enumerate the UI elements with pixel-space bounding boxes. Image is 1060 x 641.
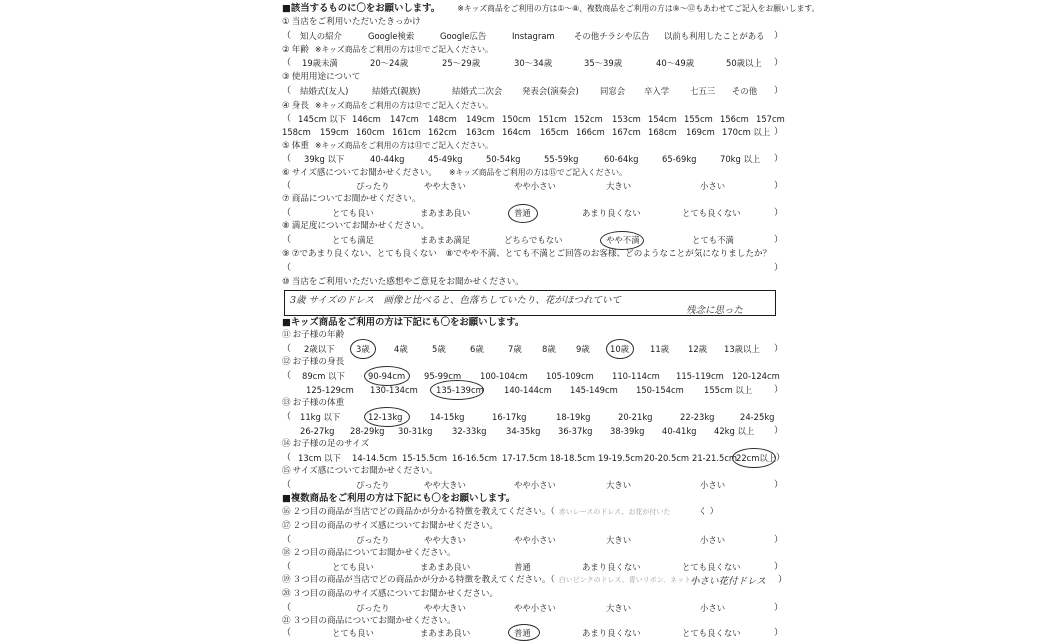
q7-label: ⑦ 商品についてお聞かせください。 xyxy=(282,194,421,204)
q12-option[interactable]: 155cm 以上 xyxy=(704,385,753,395)
q8-option[interactable]: まあまあ満足 xyxy=(420,235,471,245)
q4-option[interactable]: 163cm xyxy=(466,127,495,137)
paren-open: （ xyxy=(282,208,292,218)
section-header-main xyxy=(282,3,819,14)
q21-option[interactable]: とても良い xyxy=(332,628,374,638)
paren-open: （ xyxy=(282,181,292,191)
q6-label: ⑥ サイズ感についてお聞かせください。 ※キッズ商品をご利用の方は⑮でご記入ください。 xyxy=(282,168,627,178)
q21-option[interactable]: とても良くない xyxy=(682,628,741,638)
q13-option[interactable]: 12-13kg xyxy=(368,412,403,422)
q6-option[interactable]: やや大きい xyxy=(424,181,466,191)
paren-close: ） xyxy=(774,154,784,164)
q5-option[interactable]: 65-69kg xyxy=(662,154,697,164)
q14-option[interactable]: 22cm以上 xyxy=(736,453,777,463)
q3-option[interactable]: その他 xyxy=(732,86,758,96)
paren-open: （ xyxy=(282,562,292,572)
hand-circle-mark xyxy=(350,339,376,359)
q11-option[interactable]: 4歳 xyxy=(394,344,408,354)
q20-option[interactable]: ぴったり xyxy=(356,603,390,613)
q2-option[interactable]: 20〜24歳 xyxy=(370,58,409,68)
hand-circle-mark xyxy=(606,339,634,359)
q13-option[interactable]: 30-31kg xyxy=(398,426,433,436)
q4-label: ④ 身長 ※キッズ商品をご利用の方は⑫でご記入ください。 xyxy=(282,101,493,111)
q4-option[interactable]: 158cm xyxy=(282,127,311,137)
paren-close: ） xyxy=(774,562,784,572)
q14-option[interactable]: 17-17.5cm xyxy=(502,453,548,463)
q18-option[interactable]: 普通 xyxy=(514,562,531,572)
paren-open: （ xyxy=(282,453,292,463)
q15-option[interactable]: やや大きい xyxy=(424,480,466,490)
q21-option[interactable]: あまり良くない xyxy=(582,628,641,638)
paren-open: （ xyxy=(282,114,292,124)
section-header-multi: ■複数商品をご利用の方は下記にも〇をお願いします。 xyxy=(282,493,516,504)
q12-option[interactable]: 105-109cm xyxy=(546,371,594,381)
q14-option[interactable]: 20-20.5cm xyxy=(644,453,690,463)
q4-option[interactable]: 150cm xyxy=(502,114,531,124)
q13-option[interactable]: 34-35kg xyxy=(506,426,541,436)
paren-open: （ xyxy=(282,344,292,354)
q3-label: ③ 使用用途について xyxy=(282,72,361,82)
paren-open: （ xyxy=(282,154,292,164)
q10-label: ⑩ 当店をご利用いただいた感想やご意見をお聞かせください。 xyxy=(282,277,524,287)
hand-circle-mark xyxy=(364,366,410,386)
q4-option[interactable]: 167cm xyxy=(612,127,641,137)
hand-circle-mark xyxy=(508,204,538,223)
q14-option[interactable]: 14-14.5cm xyxy=(352,453,398,463)
hand-circle-mark xyxy=(430,380,484,400)
q17-option[interactable]: 小さい xyxy=(700,535,726,545)
q4-option[interactable]: 161cm xyxy=(392,127,421,137)
q1-option[interactable]: 以前も利用したことがある xyxy=(664,31,765,41)
paren-close: ） xyxy=(774,385,784,395)
q9-label: ⑨ ⑦であまり良くない、とても良くない ⑧でやや不満、とても不満とご回答のお客様、どのようなことが気になりましたか？ xyxy=(282,249,772,259)
q14-label: ⑭ お子様の足のサイズ xyxy=(282,439,370,449)
paren-open: （ xyxy=(282,86,292,96)
q15-option[interactable]: ぴったり xyxy=(356,480,390,490)
q11-option[interactable]: 13歳以上 xyxy=(724,344,760,354)
q8-option[interactable]: どちらでもない xyxy=(504,235,563,245)
q4-option[interactable]: 148cm xyxy=(428,114,457,124)
q12-option[interactable]: 110-114cm xyxy=(612,371,660,381)
q4-option[interactable]: 168cm xyxy=(648,127,677,137)
q3-option[interactable]: 結婚式(友人) xyxy=(300,86,349,96)
q6-option[interactable]: ぴったり xyxy=(356,181,390,191)
paren-close: ） xyxy=(774,344,784,354)
q2-label: ② 年齢 ※キッズ商品をご利用の方は⑪でご記入ください。 xyxy=(282,45,493,55)
q7-option[interactable]: 普通 xyxy=(514,208,531,218)
q11-option[interactable]: 10歳 xyxy=(610,344,630,354)
q11-option[interactable]: 5歳 xyxy=(432,344,446,354)
q21-option[interactable]: 普通 xyxy=(514,628,531,638)
q7-option[interactable]: まあまあ良い xyxy=(420,208,471,218)
q5-option[interactable]: 55-59kg xyxy=(544,154,579,164)
q13-option[interactable]: 11kg 以下 xyxy=(300,412,341,422)
q8-option[interactable]: やや不満 xyxy=(606,235,640,245)
q2-option[interactable]: 40〜49歳 xyxy=(656,58,695,68)
q12-option[interactable]: 150-154cm xyxy=(636,385,684,395)
q18-option[interactable]: とても良い xyxy=(332,562,374,572)
q17-option[interactable]: ぴったり xyxy=(356,535,390,545)
q12-option[interactable]: 145-149cm xyxy=(570,385,618,395)
q13-option[interactable]: 22-23kg xyxy=(680,412,715,422)
q6-option[interactable]: やや小さい xyxy=(514,181,556,191)
paren-open: （ xyxy=(282,235,292,245)
paren-close: ） xyxy=(774,235,784,245)
q13-option[interactable]: 18-19kg xyxy=(556,412,591,422)
q15-option[interactable]: やや小さい xyxy=(514,480,556,490)
q4-option[interactable]: 170cm 以上 xyxy=(722,127,771,137)
q8-option[interactable]: とても満足 xyxy=(332,235,374,245)
q20-option[interactable]: やや小さい xyxy=(514,603,556,613)
q5-option[interactable]: 70kg 以上 xyxy=(720,154,761,164)
paren-open: （ xyxy=(282,263,292,273)
q4-option[interactable]: 159cm xyxy=(320,127,349,137)
q1-option[interactable]: Instagram xyxy=(512,31,555,41)
q2-option[interactable]: 25〜29歳 xyxy=(442,58,481,68)
q4-option[interactable]: 164cm xyxy=(502,127,531,137)
q13-option[interactable]: 36-37kg xyxy=(558,426,593,436)
q2-option[interactable]: 19歳未満 xyxy=(302,58,338,68)
q17-option[interactable]: やや小さい xyxy=(514,535,556,545)
paren-close: ） xyxy=(774,480,784,490)
paren-open: （ xyxy=(282,31,292,41)
header-title: ■該当するものに〇をお願いします。 xyxy=(282,3,441,14)
q12-option[interactable]: 130-134cm xyxy=(370,385,418,395)
q11-option[interactable]: 3歳 xyxy=(356,344,370,354)
q14-option[interactable]: 13cm 以下 xyxy=(298,453,341,463)
q2-option[interactable]: 50歳以上 xyxy=(726,58,762,68)
q4-option[interactable]: 149cm xyxy=(466,114,495,124)
q4-option[interactable]: 146cm xyxy=(352,114,381,124)
q11-option[interactable]: 12歳 xyxy=(688,344,708,354)
q12-option[interactable]: 120-124cm xyxy=(732,371,780,381)
paren-open: （ xyxy=(282,480,292,490)
paren-close: ） xyxy=(774,181,784,191)
q11-option[interactable]: 2歳以下 xyxy=(304,344,335,354)
q18-option[interactable]: まあまあ良い xyxy=(420,562,471,572)
q15-option[interactable]: 小さい xyxy=(700,480,726,490)
q4-option[interactable]: 166cm xyxy=(576,127,605,137)
q5-option[interactable]: 45-49kg xyxy=(428,154,463,164)
handwritten-comment: 3歳 サイズのドレス 画像と比べると、色落ちしていたり、花がほつれていて xyxy=(290,295,622,306)
header-note: ※キッズ商品をご利用の方は①〜⑧、複数商品をご利用の方は⑨〜⑫もあわせてご記入をお願いします。 xyxy=(457,4,820,13)
q11-option[interactable]: 11歳 xyxy=(650,344,670,354)
q13-option[interactable]: 32-33kg xyxy=(452,426,487,436)
q4-option[interactable]: 157cm xyxy=(756,114,785,124)
q1-label: ① 当店をご利用いただいたきっかけ xyxy=(282,17,421,27)
q4-option[interactable]: 153cm xyxy=(612,114,641,124)
handwritten-comment-cont: 残念に思った xyxy=(686,305,744,316)
q7-option[interactable]: とても良くない xyxy=(682,208,741,218)
q8-label: ⑧ 満足度についてお聞かせください。 xyxy=(282,221,430,231)
paren-close: ） xyxy=(774,208,784,218)
paren-close: ） xyxy=(778,575,788,585)
q13-option[interactable]: 38-39kg xyxy=(610,426,645,436)
q12-option[interactable]: 135-139cm xyxy=(436,385,484,395)
q4-option[interactable]: 147cm xyxy=(390,114,419,124)
paren-open: （ xyxy=(282,628,292,638)
q7-option[interactable]: あまり良くない xyxy=(582,208,641,218)
q3-option[interactable]: 同窓会 xyxy=(600,86,626,96)
q2-option[interactable]: 30〜34歳 xyxy=(514,58,553,68)
q14-option[interactable]: 18-18.5cm xyxy=(550,453,596,463)
paren-close: ） xyxy=(774,603,784,613)
q6-option[interactable]: 大きい xyxy=(606,181,632,191)
q12-option[interactable]: 140-144cm xyxy=(504,385,552,395)
hand-circle-mark xyxy=(508,624,540,641)
q15-option[interactable]: 大きい xyxy=(606,480,632,490)
q12-option[interactable]: 125-129cm xyxy=(306,385,354,395)
q5-option[interactable]: 60-64kg xyxy=(604,154,639,164)
q11-option[interactable]: 7歳 xyxy=(508,344,522,354)
q4-option[interactable]: 145cm 以下 xyxy=(298,114,347,124)
q7-option[interactable]: とても良い xyxy=(332,208,374,218)
q20-label: ⑳ ３つ目の商品のサイズ感についてお聞かせください。 xyxy=(282,589,499,599)
faint-pencil-text: 赤いレースのドレス、お花が付いた xyxy=(558,508,671,516)
q5-label: ⑤ 体重 ※キッズ商品をご利用の方は⑬でご記入ください。 xyxy=(282,141,493,151)
q12-label: ⑫ お子様の身長 xyxy=(282,357,345,367)
q5-option[interactable]: 50-54kg xyxy=(486,154,521,164)
q17-option[interactable]: 大きい xyxy=(606,535,632,545)
q4-option[interactable]: 152cm xyxy=(574,114,603,124)
q1-option[interactable]: 知人の紹介 xyxy=(300,31,342,41)
q18-label: ⑱ ２つ目の商品についてお聞かせください。 xyxy=(282,548,456,558)
q19-label: ⑲ ３つ目の商品が当店でどの商品かが分かる特徴を教えてください。（ 白いピンクのドレス、青いリボン、ネットの xyxy=(282,575,699,585)
paren-open: （ xyxy=(282,603,292,613)
q12-option[interactable]: 115-119cm xyxy=(676,371,724,381)
q3-option[interactable]: 発表会(演奏会) xyxy=(522,86,579,96)
q3-option[interactable]: 卒入学 xyxy=(644,86,670,96)
q13-option[interactable]: 28-29kg xyxy=(350,426,385,436)
q8-option[interactable]: とても不満 xyxy=(692,235,734,245)
q13-option[interactable]: 20-21kg xyxy=(618,412,653,422)
q21-label: ㉑ ３つ目の商品についてお聞かせください。 xyxy=(282,616,456,626)
hand-circle-mark xyxy=(600,231,644,250)
q2-option[interactable]: 35〜39歳 xyxy=(584,58,623,68)
q17-option[interactable]: やや大きい xyxy=(424,535,466,545)
q13-option[interactable]: 14-15kg xyxy=(430,412,465,422)
q13-label: ⑬ お子様の体重 xyxy=(282,398,345,408)
q21-option[interactable]: まあまあ良い xyxy=(420,628,471,638)
q4-option[interactable]: 155cm xyxy=(684,114,713,124)
q12-option[interactable]: 89cm 以下 xyxy=(302,371,345,381)
paren-open: （ xyxy=(282,535,292,545)
paren-close: ） xyxy=(774,426,784,436)
q4-option[interactable]: 156cm xyxy=(720,114,749,124)
q13-option[interactable]: 40-41kg xyxy=(662,426,697,436)
q4-option[interactable]: 162cm xyxy=(428,127,457,137)
q6-option[interactable]: 小さい xyxy=(700,181,726,191)
q12-option[interactable]: 90-94cm xyxy=(368,371,406,381)
q1-option[interactable]: その他チラシや広告 xyxy=(574,31,650,41)
q11-option[interactable]: 9歳 xyxy=(576,344,590,354)
faint-pencil-text: 白いピンクのドレス、青いリボン、ネットの xyxy=(558,576,699,584)
paren-open: （ xyxy=(282,58,292,68)
q1-option[interactable]: Google検索 xyxy=(368,31,415,41)
q13-option[interactable]: 16-17kg xyxy=(492,412,527,422)
paren-close: ） xyxy=(774,535,784,545)
q11-label: ⑪ お子様の年齢 xyxy=(282,330,345,340)
q3-option[interactable]: 結婚式(親族) xyxy=(372,86,421,96)
paren-close: ） xyxy=(774,58,784,68)
q17-label: ⑰ ２つ目の商品のサイズ感についてお聞かせください。 xyxy=(282,521,499,531)
q18-option[interactable]: とても良くない xyxy=(682,562,741,572)
paren-open: （ xyxy=(282,371,292,381)
paren-close: ） xyxy=(776,453,786,463)
q4-option[interactable]: 169cm xyxy=(686,127,715,137)
q14-option[interactable]: 16-16.5cm xyxy=(452,453,498,463)
q20-option[interactable]: 小さい xyxy=(700,603,726,613)
paren-close: ） xyxy=(774,86,784,96)
paren-close: ） xyxy=(774,628,784,638)
q18-option[interactable]: あまり良くない xyxy=(582,562,641,572)
handwritten-answer: 小さい花付ドレス xyxy=(690,576,766,587)
paren-close: ） xyxy=(774,263,784,273)
section-header-kids: ■キッズ商品をご利用の方は下記にも〇をお願いします。 xyxy=(282,317,525,328)
q4-option[interactable]: 165cm xyxy=(540,127,569,137)
hand-circle-mark xyxy=(732,448,776,468)
q13-option[interactable]: 26-27kg xyxy=(300,426,335,436)
q20-option[interactable]: 大きい xyxy=(606,603,632,613)
q4-option[interactable]: 151cm xyxy=(538,114,567,124)
q13-option[interactable]: 24-25kg xyxy=(740,412,775,422)
q5-option[interactable]: 40-44kg xyxy=(370,154,405,164)
q14-option[interactable]: 21-21.5cm xyxy=(692,453,738,463)
q1-option[interactable]: Google広告 xyxy=(440,31,487,41)
q14-option[interactable]: 15-15.5cm xyxy=(402,453,448,463)
paren-open: （ xyxy=(282,412,292,422)
q4-option[interactable]: 160cm xyxy=(356,127,385,137)
paren-close: ） xyxy=(774,31,784,41)
q12-option[interactable]: 100-104cm xyxy=(480,371,528,381)
q15-label: ⑮ サイズ感についてお聞かせください。 xyxy=(282,466,438,476)
q5-option[interactable]: 39kg 以下 xyxy=(304,154,345,164)
q16-label: ⑯ ２つ目の商品が当店でどの商品かが分かる特徴を教えてください。（ 赤いレースのドレス、お花が付いた く ） xyxy=(282,507,719,517)
q20-option[interactable]: やや大きい xyxy=(424,603,466,613)
q11-option[interactable]: 6歳 xyxy=(470,344,484,354)
hand-circle-mark xyxy=(364,407,410,427)
q14-option[interactable]: 19-19.5cm xyxy=(598,453,644,463)
q12-option[interactable]: 95-99cm xyxy=(424,371,462,381)
paren-close: ） xyxy=(774,127,784,137)
q11-option[interactable]: 8歳 xyxy=(542,344,556,354)
q3-option[interactable]: 結婚式二次会 xyxy=(452,86,503,96)
q13-option[interactable]: 42kg 以上 xyxy=(714,426,755,436)
q3-option[interactable]: 七五三 xyxy=(690,86,716,96)
q4-option[interactable]: 154cm xyxy=(648,114,677,124)
